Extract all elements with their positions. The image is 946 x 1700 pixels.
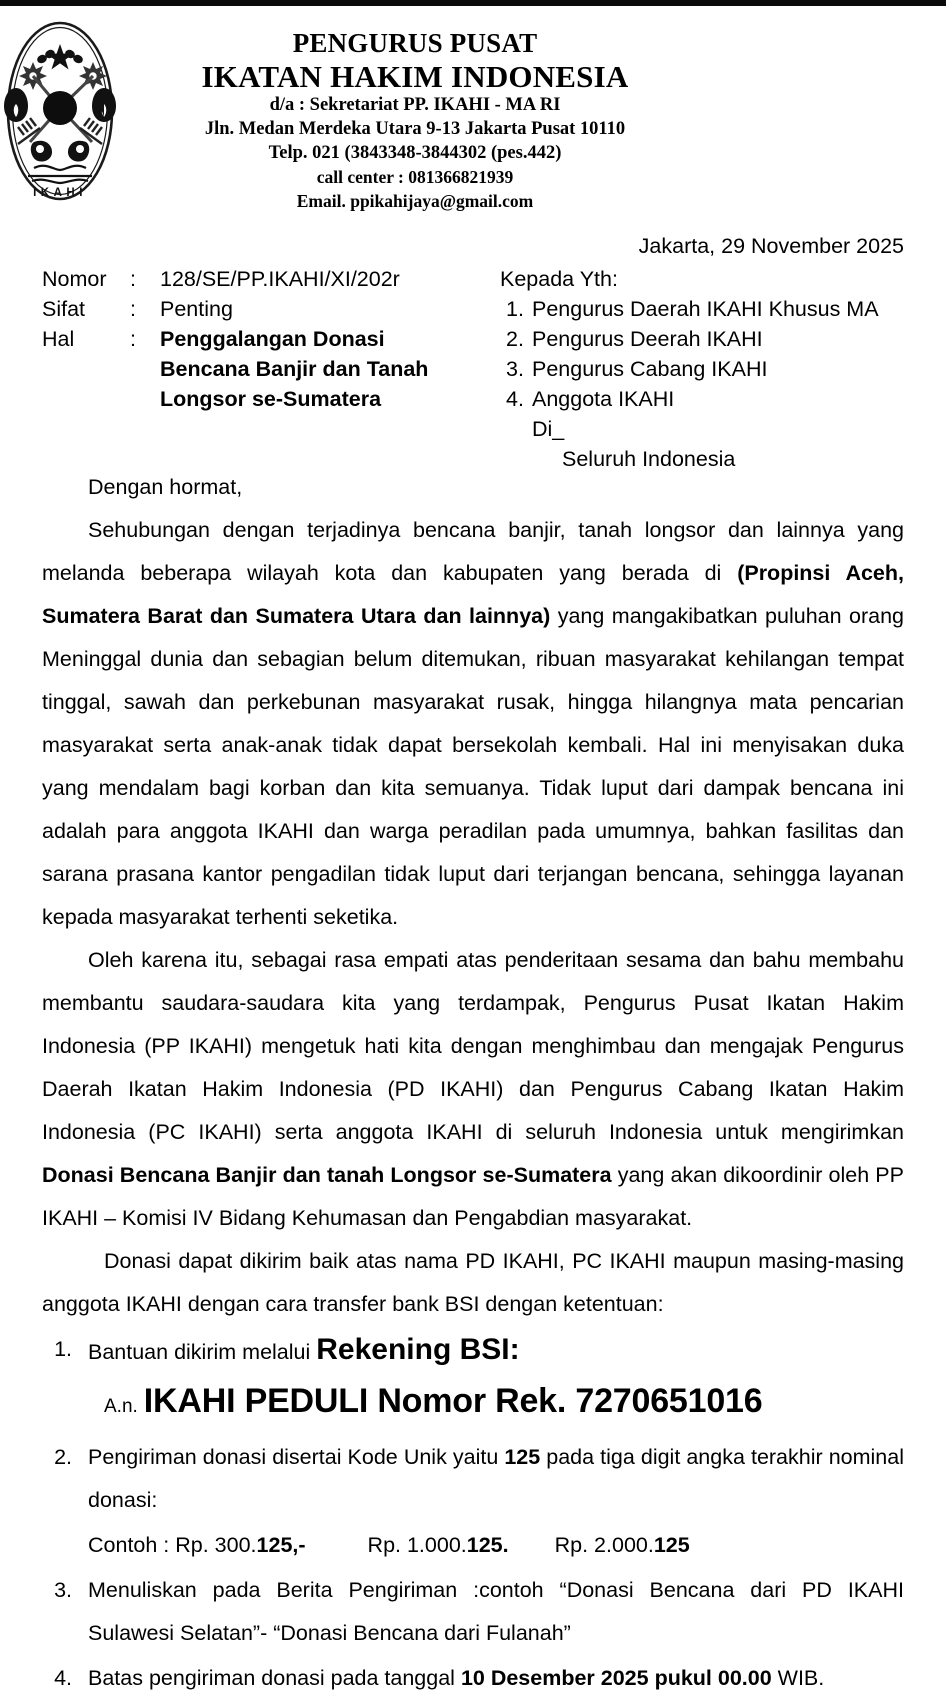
paragraph-1-part-a: Sehubungan dengan terjadinya bencana banjir, tanah longsor dan lainnya yang melanda beberapa wilayah kota dan kabupaten yang berada di [42, 518, 904, 585]
account-an-prefix: A.n. [104, 1396, 138, 1417]
sifat-value: Penting [160, 297, 233, 321]
letter-date: Jakarta, 29 November 2025 [638, 234, 904, 258]
letter-reference-block [42, 264, 472, 414]
rekening-bsi-label: Rekening BSI: [316, 1333, 520, 1366]
org-email: Email. ppikahijaya@gmail.com [296, 191, 534, 211]
addressee-item [500, 384, 930, 414]
addressee-item-number: 1. [506, 297, 524, 321]
paragraph-2-part-a: Oleh karena itu, sebagai rasa empati atas penderitaan sesama dan bahu membahu membantu saudara-saudara kita yang terdampak, Pengurus Pusat Ikatan Hakim Indonesia (PP IKAHI) mengetuk hati kita dengan menghimbau dan mengajak Pengurus Daerah Ikatan Hakim Indonesia (PD IKAHI) dan Pengurus Cabang Ikatan Hakim Indonesia (PC IKAHI) serta anggota IKAHI di seluruh Indonesia untuk mengirimkan [42, 948, 904, 1144]
sifat-colon: : [130, 297, 136, 321]
nomor-value: 128/SE/PP.IKAHI/XI/202r [160, 267, 400, 291]
instructions-list [0, 1328, 946, 1700]
example-amounts [88, 1524, 904, 1567]
addressee-item [500, 324, 930, 354]
org-phone: Telp. 021 (3843348-3844302 (pes.442) [268, 143, 562, 163]
addressee-item-label: Pengurus Deerah IKAHI [532, 327, 763, 351]
donation-deadline: 10 Desember 2025 pukul 00.00 [460, 1666, 772, 1690]
unique-code: 125 [504, 1445, 541, 1469]
hal-value-line-2: Bencana Banjir dan Tanah [160, 357, 429, 381]
list-item-body [88, 1436, 904, 1522]
logo-wordmark: IKAHI [33, 187, 87, 199]
addressee-item-label: Anggota IKAHI [532, 387, 675, 411]
hal-colon: : [130, 327, 136, 351]
org-call-center: call center : 081366821939 [316, 167, 514, 187]
paragraph-2-part-b: yang akan dikoordinir oleh PP IKAHI – Komisi IV Bidang Kehumasan dan Pengabdian masyarakat. [42, 1163, 904, 1230]
list-item-body: Menuliskan pada Berita Pengiriman :contoh “Donasi Bencana dari PD IKAHI Sulawesi Selatan”- “Donasi Bencana dari Fulanah” [88, 1578, 904, 1645]
list-item-4-text-a: Batas pengiriman donasi pada tanggal [88, 1666, 461, 1690]
list-item [42, 1328, 904, 1374]
letterhead [0, 6, 946, 211]
list-item-number: 2. [54, 1445, 72, 1469]
addressee-item [500, 354, 930, 384]
paragraph-1 [42, 509, 904, 939]
letter-body [0, 466, 946, 1326]
hal-label: Hal [42, 327, 75, 351]
example-2-code: 125. [466, 1533, 509, 1557]
paragraph-1-part-b: yang mangakibatkan puluhan orang Meninggal dunia dan sebagian belum ditemukan, ribuan masyarakat kehilangan tempat tinggal, sawah dan perkebunan masyarakat rusak, hingga hilangnya mata pencarian masyarakat serta anak-anak tidak dapat bersekolah kembali. Hal ini menyisakan duka yang mendalam bagi korban dan kita semuanya. Tidak luput dari dampak bencana ini adalah para anggota IKAHI dan warga peradilan pada umumnya, bahkan fasilitas dan sarana prasana kantor pengadilan tidak luput dari terjangan bencana, sehingga layanan kepada masyarakat terhenti seketika. [42, 604, 905, 929]
list-item-body [88, 1328, 904, 1374]
hal-value-line-1: Penggalangan Donasi [160, 327, 385, 351]
list-item-number: 1. [54, 1337, 72, 1361]
list-item-number: 4. [54, 1666, 72, 1690]
addressee-heading: Kepada Yth: [500, 267, 618, 291]
document-page [0, 6, 946, 1700]
nomor-label: Nomor [42, 267, 107, 291]
addressee-item-number: 3. [506, 357, 524, 381]
paragraph-1-emphasis: (Propinsi Aceh, Sumatera Barat dan Sumatera Utara dan lainnya) [42, 561, 904, 628]
list-item-number: 3. [54, 1578, 72, 1602]
paragraph-3 [42, 1240, 904, 1326]
meta-row-sifat [42, 294, 472, 324]
list-item-1-text: Bantuan dikirim melalui [88, 1340, 317, 1364]
org-address-1: d/a : Sekretariat PP. IKAHI - MA RI [269, 95, 561, 115]
org-address-2: Jln. Medan Merdeka Utara 9-13 Jakarta Pusat 10110 [204, 119, 626, 139]
sifat-label: Sifat [42, 297, 86, 321]
list-item-2-text-a: Pengiriman donasi disertai Kode Unik yaitu [88, 1445, 505, 1469]
example-row-spacer [42, 1524, 88, 1567]
meta-row-nomor [42, 264, 472, 294]
meta-row-hal [42, 324, 472, 354]
nomor-colon: : [130, 267, 136, 291]
account-number-text: IKAHI PEDULI Nomor Rek. 7270651016 [143, 1382, 763, 1420]
example-3-prefix: Rp. 2.000. [554, 1533, 654, 1557]
org-line-2: IKATAN HAKIM INDONESIA [201, 59, 629, 94]
letter-meta-zone [0, 208, 946, 471]
letterhead-text-block [130, 28, 700, 213]
example-3-code: 125 [653, 1533, 690, 1557]
addressee-item-number: 4. [506, 387, 524, 411]
addressee-item-number: 2. [506, 327, 524, 351]
paragraph-2 [42, 939, 904, 1240]
hal-value-line-3: Longsor se-Sumatera [160, 387, 382, 411]
example-row [42, 1524, 904, 1567]
salutation-text: Dengan hormat, [88, 475, 243, 499]
paragraph-3-text: Donasi dapat dikirim baik atas nama PD IKAHI, PC IKAHI maupun masing-masing anggota IKAHI dengan cara transfer bank BSI dengan ketentuan: [42, 1249, 904, 1316]
addressee-item-label: Pengurus Cabang IKAHI [532, 357, 768, 381]
account-line [104, 1374, 904, 1434]
addressee-di: Di_ [532, 417, 565, 441]
example-1-code: 125,- [256, 1533, 306, 1557]
list-item [42, 1569, 904, 1655]
list-item [42, 1657, 904, 1700]
addressee-item [500, 294, 930, 324]
list-item-2-text-b: pada tiga digit angka terakhir nominal donasi: [88, 1445, 905, 1512]
list-item-body [88, 1657, 904, 1700]
org-line-1: PENGURUS PUSAT [292, 28, 538, 58]
list-item [42, 1436, 904, 1522]
paragraph-2-emphasis: Donasi Bencana Banjir dan tanah Longsor se-Sumatera [42, 1163, 612, 1187]
example-2-prefix: Rp. 1.000. [367, 1533, 467, 1557]
list-item-4-text-b: WIB. [771, 1666, 825, 1690]
addressee-block [500, 264, 930, 474]
addressee-item-label: Pengurus Daerah IKAHI Khusus MA [532, 297, 879, 321]
addressee-region: Seluruh Indonesia [562, 447, 736, 471]
ikahi-logo [4, 18, 116, 204]
example-1-prefix: Contoh : Rp. 300. [88, 1533, 257, 1557]
